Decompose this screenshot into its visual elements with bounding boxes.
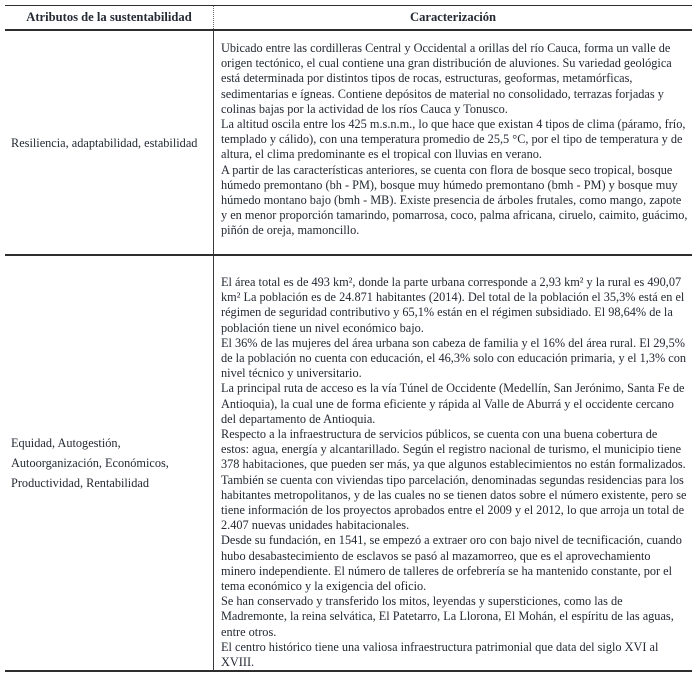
characterization-paragraph: Desde su fundación, en 1541, se empezó a extraer oro con bajo nivel de tecnificación, cuando hubo desabastecimiento de esclavos se pasó al mazamorreo, que es el aprovechamiento minero independiente. El número de talleres de orfebrería se ha mantenido constante, por el tema económico y la exigencia del oficio. (221, 533, 682, 594)
characterization-cell (213, 256, 692, 670)
characterization-paragraph: Respecto a la infraestructura de servicios públicos, se cuenta con una buena cobertura de estos: agua, energía y alcantarillado. Según el registro nacional de turismo, el municipio tiene 378 habitaciones, que pueden ser más, ya que algunos establecimientos no están formalizados. También se cuenta con viviendas tipo parcelación, denominadas segundas residencias para los habitantes metropolitanos, y de las cuales no se tienen datos sobre el número existente, pero se tiene información de los proyectos aprobados entre el 2009 y el 2012, lo que arroja un total de 2.407 nuevas unidades habitacionales. (221, 427, 687, 533)
characterization-cell (213, 31, 692, 254)
characterization-paragraph: La altitud oscila entre los 425 m.s.n.m., lo que hace que existan 4 tipos de clima (páramo, frío, templado y cálido), con una temperatura promedio de 25,5 °C, por el tipo de temperatura y de altura, el clima predominante es el tropical con lluvias en verano. (221, 117, 686, 162)
characterization-paragraph: Ubicado entre las cordilleras Central y Occidental a orillas del río Cauca, forma un valle de origen tectónico, el cual contiene una gran distribución de aluviones. Su variedad geológica está determinada por distintos tipos de rocas, estructuras, geoformas, metamórficas, sedimentarias e ígneas. Contiene depósitos de material no consolidado, terrazas forjadas y colinas bajas por la actividad de los ríos Cauca y Tonusco. (221, 41, 672, 116)
table-row (5, 31, 692, 256)
sustainability-attributes-table (5, 5, 692, 672)
header-characterization: Caracterización (213, 6, 692, 29)
characterization-paragraph: Se han conservado y transferido los mitos, leyendas y supersticiones, como las de Madremonte, la reina selvática, El Patetarro, La Llorona, El Mohán, el espíritu de las aguas, entre otros. (221, 594, 674, 639)
table-row (5, 256, 692, 672)
characterization-paragraph: A partir de las características anteriores, se cuenta con flora de bosque seco tropical, bosque húmedo premontano (bh - PM), bosque muy húmedo premontano (bmh - PM) y bosque muy húmedo montano bajo (bmh - MB). Existe presencia de árboles frutales, como mango, zapote y en menor proporción tamarindo, pomarrosa, coco, palma africana, ciruelo, caimito, guácimo, piñón de oreja, mamoncillo. (221, 162, 688, 238)
characterization-paragraph: El área total es de 493 km², donde la parte urbana corresponde a 2,93 km² y la rural es 490,07 km² La población es de 24.871 habitantes (2014). Del total de la población el 35,3% está en el régimen de seguridad contributivo y 65,1% están en el régimen subsidiado. El 98,64% de la población tiene un nivel económico bajo. (221, 275, 685, 335)
characterization-paragraph: La principal ruta de acceso es la vía Túnel de Occidente (Medellín, San Jerónimo, Santa Fe de Antioquia), la cual une de forma eficiente y rápida al Valle de Aburrá y el occidente cercano del departamento de Antioquia. (221, 381, 685, 426)
table-header-row (5, 5, 692, 31)
characterization-paragraph: El 36% de las mujeres del área urbana son cabeza de familia y el 16% del área rural. El 29,5% de la población no cuenta con educación, el 46,3% solo con educación primaria, y el 1,3% con nivel técnico y universitario. (221, 335, 687, 381)
attribute-cell-resilience: Resiliencia, adaptabilidad, estabilidad (11, 135, 198, 150)
header-attributes: Atributos de la sustentabilidad (26, 10, 192, 24)
characterization-paragraph: El centro histórico tiene una valiosa infraestructura patrimonial que data del siglo XVI al XVIII. (221, 639, 659, 670)
attribute-cell-equity: Equidad, Autogestión, Autoorganización, Económicos, Productividad, Rentabilidad (11, 436, 169, 490)
